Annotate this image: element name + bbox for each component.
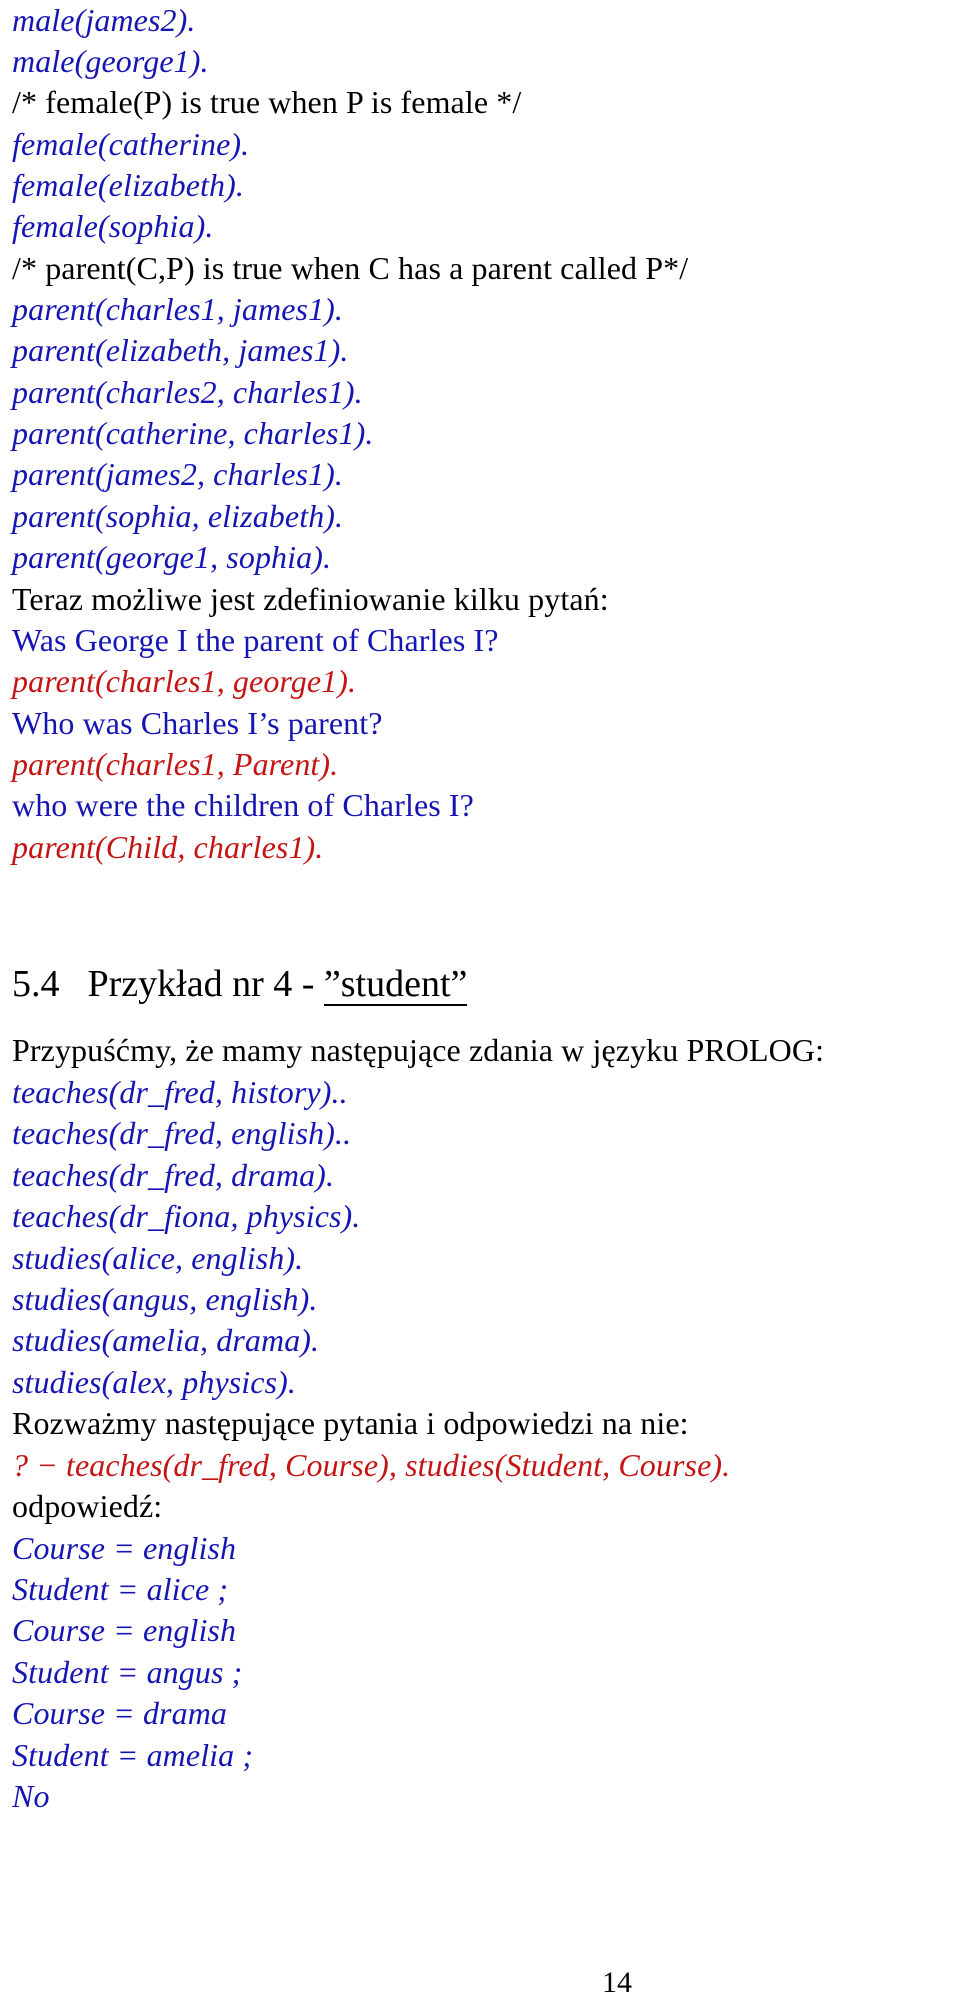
fact-male-james2: male(james2). — [12, 2, 196, 38]
student-fact-2: teaches(dr_fred, english).. — [12, 1115, 352, 1151]
document-page — [12, 0, 960, 1999]
fact-female-sophia: female(sophia). — [12, 208, 214, 244]
answer-line-6: Student = amelia ; — [12, 1737, 254, 1773]
student-query: ? − teaches(dr_fred, Course), studies(Student, Course). — [12, 1447, 731, 1483]
student-intro: Przypuśćmy, że mamy następujące zdania w języku PROLOG: — [12, 1032, 825, 1068]
question-1: Was George I the parent of Charles I? — [12, 622, 499, 658]
answer-line-2: Student = alice ; — [12, 1571, 229, 1607]
fact-parent-7: parent(george1, sophia). — [12, 539, 332, 575]
fact-parent-5: parent(james2, charles1). — [12, 456, 344, 492]
comment-parent: /* parent(C,P) is true when C has a parent called P*/ — [12, 250, 689, 286]
section-title-underlined: ”student” — [323, 963, 468, 1005]
query-1: parent(charles1, george1). — [12, 663, 357, 699]
fact-parent-1: parent(charles1, james1). — [12, 291, 344, 327]
section-title-prefix: Przykład nr 4 - — [87, 963, 324, 1005]
comment-female: /* female(P) is true when P is female */ — [12, 84, 522, 120]
section-heading — [12, 962, 467, 1006]
fact-female-elizabeth-row: female(elizabeth). — [12, 167, 244, 203]
answer-line-5: Course = drama — [12, 1695, 228, 1731]
student-fact-1: teaches(dr_fred, history).. — [12, 1074, 348, 1110]
student-fact-5: studies(alice, english). — [12, 1240, 304, 1276]
fact-parent-4: parent(catherine, charles1). — [12, 415, 374, 451]
student-fact-8: studies(alex, physics). — [12, 1364, 297, 1400]
fact-male-george1: male(george1). — [12, 43, 209, 79]
student-fact-4: teaches(dr_fiona, physics). — [12, 1198, 361, 1234]
answer-line-3: Course = english — [12, 1612, 237, 1648]
query-3: parent(Child, charles1). — [12, 829, 324, 865]
query-2: parent(charles1, Parent). — [12, 746, 339, 782]
questions-intro: Teraz możliwe jest zdefiniowanie kilku pytań: — [12, 581, 609, 617]
question-2: Who was Charles I’s parent? — [12, 705, 383, 741]
fact-parent-2: parent(elizabeth, james1). — [12, 332, 349, 368]
fact-parent-3: parent(charles2, charles1). — [12, 374, 363, 410]
student-fact-6: studies(angus, english). — [12, 1281, 318, 1317]
fact-female-catherine-row: female(catherine). — [12, 126, 250, 162]
question-3: who were the children of Charles I? — [12, 787, 474, 823]
fact-parent-6: parent(sophia, elizabeth). — [12, 498, 344, 534]
student-fact-7: studies(amelia, drama). — [12, 1322, 320, 1358]
section-number: 5.4 — [12, 963, 60, 1005]
answer-line-1: Course = english — [12, 1530, 237, 1566]
answer-line-4: Student = angus ; — [12, 1654, 243, 1690]
page-number: 14 — [602, 1966, 632, 1999]
query-intro: Rozważmy następujące pytania i odpowiedzi na nie: — [12, 1405, 689, 1441]
answer-line-7: No — [12, 1778, 50, 1814]
student-fact-3: teaches(dr_fred, drama). — [12, 1157, 335, 1193]
answer-label: odpowiedź: — [12, 1488, 163, 1524]
